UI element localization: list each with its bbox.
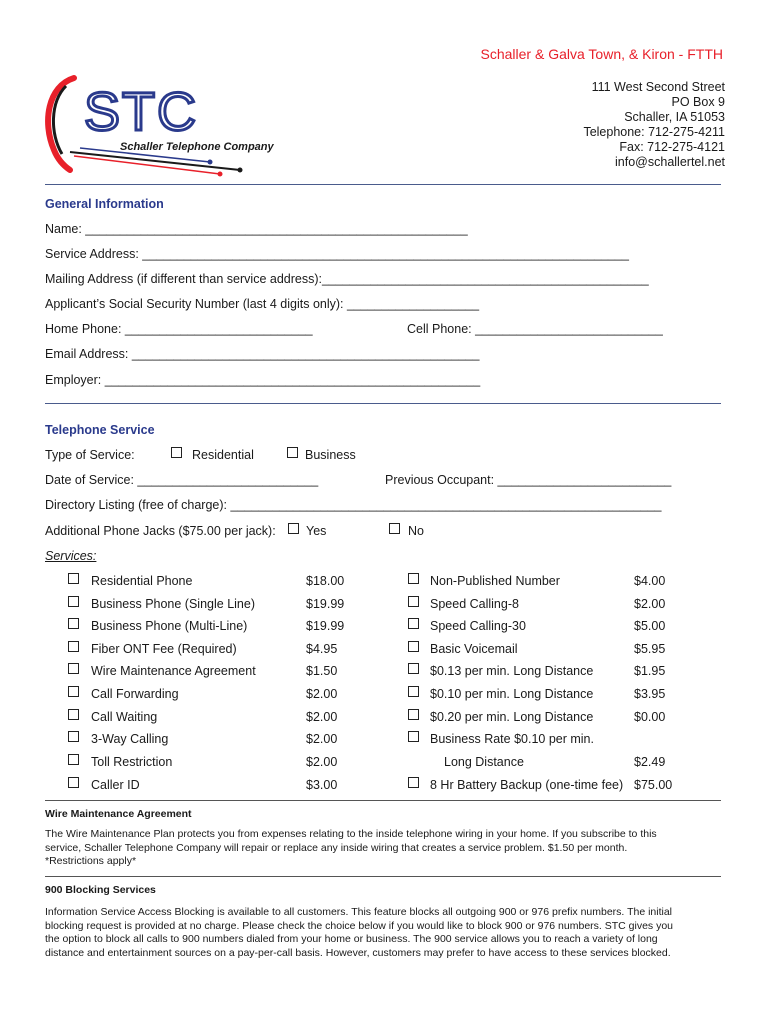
service-label: Speed Calling-8 [430, 597, 519, 611]
paragraph-line: blocking request is provided at no charge. Please check the choice below if you would like to block 900 or 976 numbers. STC gives you [45, 919, 674, 932]
service-label: $0.20 per min. Long Distance [430, 710, 594, 724]
paragraph-line: the option to block all calls to 900 numbers dialed from your home or business. The 900 service allows you to reach a variety of long [45, 933, 658, 945]
phone-jacks-label: Additional Phone Jacks ($75.00 per jack): [45, 524, 276, 538]
service-checkbox[interactable] [68, 663, 79, 674]
service-price: $1.95 [634, 664, 666, 678]
service-label: 3-Way Calling [91, 732, 169, 746]
service-price: $3.00 [306, 778, 338, 792]
services-label: Services: [45, 549, 97, 563]
service-label: Business Phone (Single Line) [91, 597, 255, 611]
service-label: Fiber ONT Fee (Required) [91, 642, 237, 656]
service-price: $2.00 [306, 755, 338, 769]
business-checkbox[interactable] [287, 447, 298, 458]
service-price: $2.00 [634, 597, 666, 611]
directory-listing-field[interactable]: Directory Listing (free of charge): ______________________________________________________________ [45, 498, 662, 512]
stc-logo [40, 72, 274, 178]
divider [45, 184, 721, 185]
date-of-service-field[interactable]: Date of Service: __________________________ [45, 473, 319, 487]
service-price: $2.00 [306, 687, 338, 701]
jacks-no-checkbox[interactable] [389, 523, 400, 534]
service-price: $3.95 [634, 687, 666, 701]
service-label: Residential Phone [91, 574, 193, 588]
service-label: Basic Voicemail [430, 642, 518, 656]
cell-phone-field[interactable]: Cell Phone: ___________________________ [407, 322, 663, 336]
service-checkbox[interactable] [408, 573, 419, 584]
service-label: Wire Maintenance Agreement [91, 664, 256, 678]
ssn-field[interactable]: Applicant’s Social Security Number (last 4 digits only): ___________________ [45, 297, 480, 311]
service-checkbox[interactable] [68, 618, 79, 629]
address-line: PO Box 9 [671, 95, 725, 109]
logo-subtitle: Schaller Telephone Company [120, 141, 274, 153]
service-checkbox[interactable] [408, 777, 419, 788]
email-field[interactable]: Email Address: __________________________________________________ [45, 347, 480, 361]
service-price: $2.00 [306, 710, 338, 724]
service-price: $0.00 [634, 710, 666, 724]
telephone-line: Telephone: 712-275-4211 [583, 125, 725, 139]
email-line: info@schallertel.net [615, 155, 725, 169]
service-price: $1.50 [306, 664, 338, 678]
blocking-heading: 900 Blocking Services [45, 884, 156, 896]
wire-maintenance-text [45, 828, 721, 869]
address-line: Schaller, IA 51053 [624, 110, 725, 124]
service-label: Long Distance [444, 755, 524, 769]
service-price: $18.00 [306, 574, 345, 588]
paragraph-line: Information Service Access Blocking is available to all customers. This feature blocks all outgoing 900 or 976 prefix numbers. The initial [45, 906, 673, 918]
service-checkbox[interactable] [68, 686, 79, 697]
wire-maintenance-heading: Wire Maintenance Agreement [45, 808, 192, 820]
service-label: Call Waiting [91, 710, 158, 724]
service-checkbox[interactable] [68, 731, 79, 742]
previous-occupant-field[interactable]: Previous Occupant: _________________________ [385, 473, 672, 487]
employer-field[interactable]: Employer: ______________________________________________________ [45, 373, 481, 387]
service-price: $5.00 [634, 619, 666, 633]
service-checkbox[interactable] [68, 641, 79, 652]
service-price: $4.95 [306, 642, 338, 656]
service-label: $0.13 per min. Long Distance [430, 664, 594, 678]
service-checkbox[interactable] [408, 686, 419, 697]
service-checkbox[interactable] [408, 731, 419, 742]
paragraph-line: The Wire Maintenance Plan protects you from expenses relating to the inside telephone wiring in your home. If you subscribe to this [45, 828, 657, 840]
residential-label: Residential [192, 448, 254, 462]
fax-line: Fax: 712-275-4121 [619, 140, 725, 154]
name-field[interactable]: Name: _______________________________________________________ [45, 222, 468, 236]
service-label: Business Rate $0.10 per min. [430, 732, 594, 746]
divider [45, 800, 721, 801]
address-line: 111 West Second Street [591, 80, 725, 94]
service-label: Speed Calling-30 [430, 619, 526, 633]
paragraph-line: distance and entertainment sources on a pay-per-call basis. However, customers may prefer to have access to these services blocked. [45, 946, 671, 959]
jacks-yes-checkbox[interactable] [288, 523, 299, 534]
service-price: $75.00 [634, 778, 673, 792]
service-checkbox[interactable] [68, 709, 79, 720]
service-checkbox[interactable] [408, 618, 419, 629]
mailing-address-field[interactable]: Mailing Address (if different than service address):_______________________________________________ [45, 272, 649, 286]
service-checkbox[interactable] [408, 709, 419, 720]
divider [45, 876, 721, 877]
section-heading-telephone: Telephone Service [45, 423, 155, 437]
service-checkbox[interactable] [408, 641, 419, 652]
jacks-yes-label: Yes [306, 524, 327, 538]
service-label: Non-Published Number [430, 574, 560, 588]
divider [45, 403, 721, 404]
service-price: $2.49 [634, 755, 666, 769]
logo-text: STC [84, 82, 198, 142]
service-checkbox[interactable] [68, 573, 79, 584]
service-label: Business Phone (Multi-Line) [91, 619, 248, 633]
paragraph-line: *Restrictions apply* [45, 855, 137, 867]
service-price: $19.99 [306, 597, 345, 611]
service-price: $19.99 [306, 619, 345, 633]
service-label: Caller ID [91, 778, 140, 792]
service-price: $5.95 [634, 642, 666, 656]
section-heading-general: General Information [45, 197, 164, 211]
business-label: Business [305, 448, 356, 462]
residential-checkbox[interactable] [171, 447, 182, 458]
service-checkbox[interactable] [68, 596, 79, 607]
service-price: $2.00 [306, 732, 338, 746]
service-label: Toll Restriction [91, 755, 173, 769]
service-checkbox[interactable] [408, 663, 419, 674]
service-price: $4.00 [634, 574, 666, 588]
paragraph-line: service, Schaller Telephone Company will repair or replace any inside wiring that creates a service problem. $1.50 per month. [45, 841, 628, 854]
home-phone-field[interactable]: Home Phone: ___________________________ [45, 322, 313, 336]
service-checkbox[interactable] [68, 754, 79, 765]
form-title: Schaller & Galva Town, & Kiron - FTTH [480, 46, 723, 62]
service-label: 8 Hr Battery Backup (one-time fee) [430, 778, 624, 792]
service-checkbox[interactable] [408, 596, 419, 607]
service-checkbox[interactable] [68, 777, 79, 788]
blocking-text [45, 906, 721, 960]
jacks-no-label: No [408, 524, 424, 538]
service-label: $0.10 per min. Long Distance [430, 687, 594, 701]
service-label: Call Forwarding [91, 687, 179, 701]
type-of-service-label: Type of Service: [45, 448, 135, 462]
service-address-field[interactable]: Service Address: ______________________________________________________________________ [45, 247, 629, 261]
